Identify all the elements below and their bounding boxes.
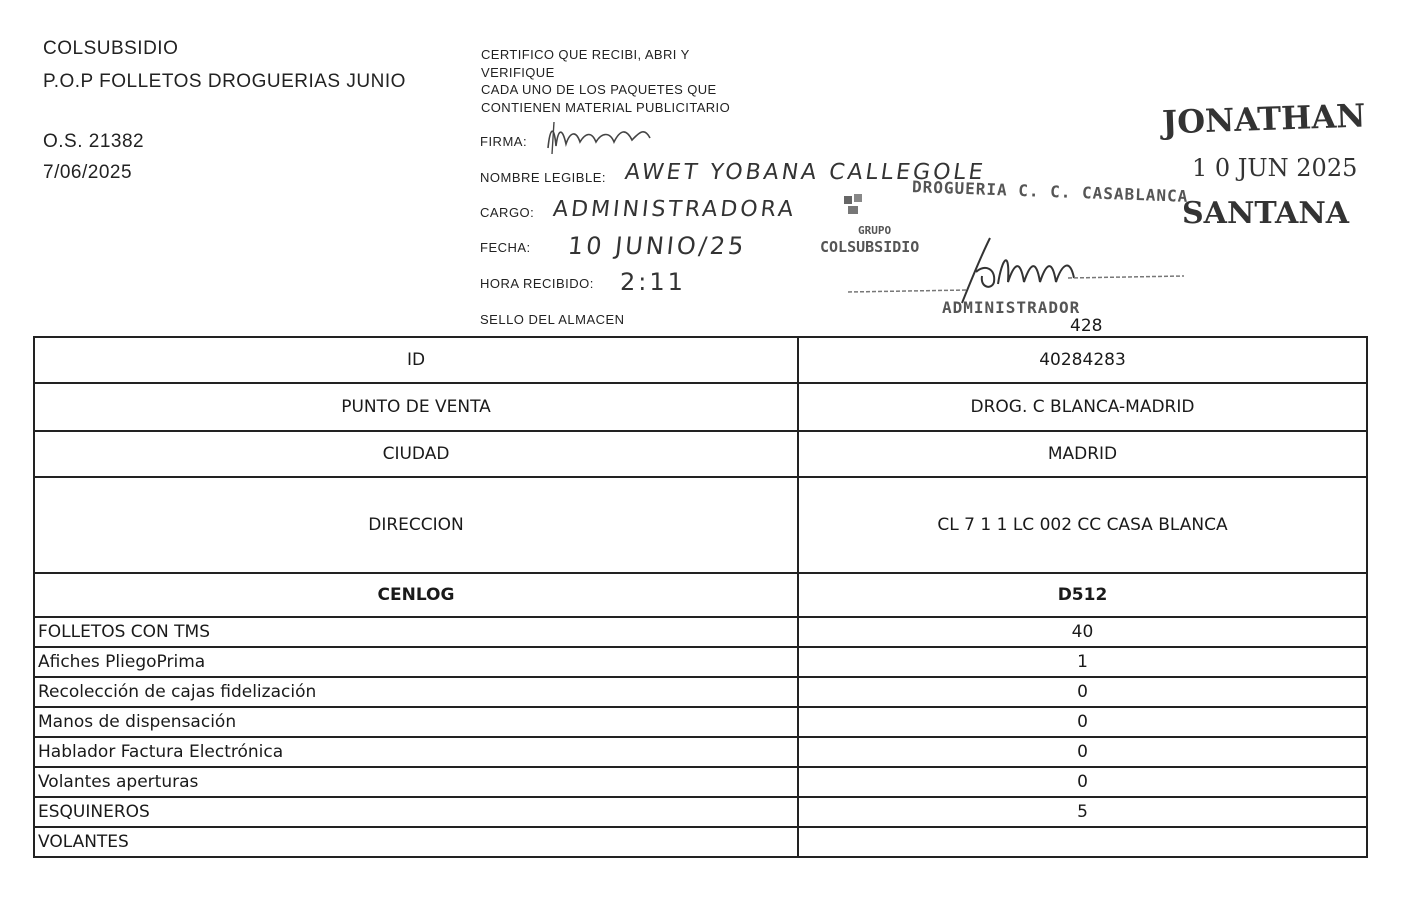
stamp-grupo: GRUPO <box>858 224 892 237</box>
item-value: 0 <box>798 767 1367 797</box>
delivery-table <box>33 336 1368 858</box>
row-value: CL 7 1 1 LC 002 CC CASA BLANCA <box>798 477 1367 573</box>
row-value: MADRID <box>798 431 1367 477</box>
fecha-label: FECHA: <box>480 240 531 255</box>
item-value: 5 <box>798 797 1367 827</box>
table-row <box>34 797 1367 827</box>
fecha-handwritten: 10 JUNIO/25 <box>566 232 748 260</box>
table-row <box>34 573 1367 617</box>
certificate-text <box>481 46 730 116</box>
row-value: DROG. C BLANCA-MADRID <box>798 383 1367 431</box>
company-name: COLSUBSIDIO <box>43 38 179 59</box>
nombre-handwritten: AWET YOBANA CALLEGOLE <box>623 160 988 185</box>
stamp-name-last: SANTANA <box>1182 196 1350 231</box>
table-row <box>34 707 1367 737</box>
stamp-administrador: ADMINISTRADOR <box>942 298 1081 317</box>
row-label: PUNTO DE VENTA <box>34 383 798 431</box>
stamp-colsubsidio: COLSUBSIDIO <box>820 238 920 256</box>
table-row <box>34 647 1367 677</box>
table-row <box>34 431 1367 477</box>
item-label: FOLLETOS CON TMS <box>34 617 798 647</box>
nombre-label: NOMBRE LEGIBLE: <box>480 170 606 185</box>
row-label: ID <box>34 337 798 383</box>
stamp-line-icon <box>848 270 1188 294</box>
table-row <box>34 337 1367 383</box>
item-value: 0 <box>798 707 1367 737</box>
project-title: P.O.P FOLLETOS DROGUERIAS JUNIO <box>43 71 406 92</box>
firma-label: FIRMA: <box>480 134 528 149</box>
row-value: 40284283 <box>798 337 1367 383</box>
table-row <box>34 737 1367 767</box>
stamp-number: 428 <box>1070 316 1103 336</box>
cargo-label: CARGO: <box>480 205 535 220</box>
item-label: VOLANTES <box>34 827 798 857</box>
item-value: 0 <box>798 737 1367 767</box>
table-row <box>34 617 1367 647</box>
item-label: Manos de dispensación <box>34 707 798 737</box>
hora-handwritten: 2:11 <box>620 268 686 296</box>
cargo-handwritten: ADMINISTRADORA <box>551 197 798 222</box>
table-row <box>34 767 1367 797</box>
store-signature-icon <box>940 228 1100 308</box>
stamp-drogueria: DROGUERIA C. C. CASABLANCA <box>911 177 1189 206</box>
hora-label: HORA RECIBIDO: <box>480 276 594 291</box>
certificate-line: CADA UNO DE LOS PAQUETES QUE <box>481 82 717 97</box>
stamp-name-first: JONATHAN <box>1161 96 1367 142</box>
colsubsidio-logo-icon <box>840 190 870 220</box>
item-value: 1 <box>798 647 1367 677</box>
item-value: 0 <box>798 677 1367 707</box>
item-value: 40 <box>798 617 1367 647</box>
item-label: Recolección de cajas fidelización <box>34 677 798 707</box>
table-row <box>34 477 1367 573</box>
table-row <box>34 677 1367 707</box>
document-date: 7/06/2025 <box>43 162 133 183</box>
handwritten-signature-icon <box>540 118 660 158</box>
certificate-line: CERTIFICO QUE RECIBI, ABRI Y <box>481 47 690 62</box>
row-value: D512 <box>798 573 1367 617</box>
row-label: DIRECCION <box>34 477 798 573</box>
item-label: Hablador Factura Electrónica <box>34 737 798 767</box>
item-label: Volantes aperturas <box>34 767 798 797</box>
table-row <box>34 827 1367 857</box>
item-value <box>798 827 1367 857</box>
item-label: ESQUINEROS <box>34 797 798 827</box>
stamp-received-date: 1 0 JUN 2025 <box>1192 154 1358 182</box>
item-label: Afiches PliegoPrima <box>34 647 798 677</box>
sello-label: SELLO DEL ALMACEN <box>480 312 625 327</box>
certificate-line: VERIFIQUE <box>481 64 555 80</box>
row-label: CIUDAD <box>34 431 798 477</box>
table-row <box>34 383 1367 431</box>
row-label: CENLOG <box>34 573 798 617</box>
certificate-line: CONTIENEN MATERIAL PUBLICITARIO <box>481 99 731 115</box>
order-number: O.S. 21382 <box>43 131 145 152</box>
